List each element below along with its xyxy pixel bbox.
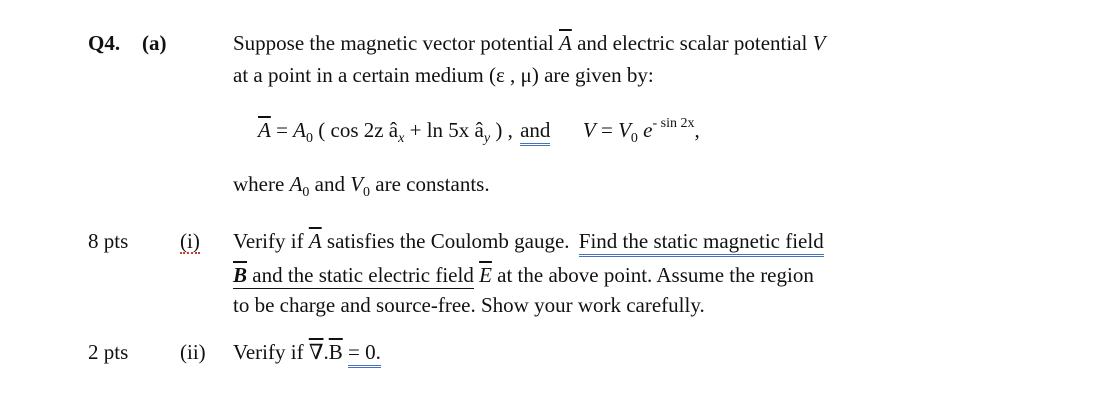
part-ii-points: 2 pts (88, 340, 129, 364)
part-i-label: (i) (180, 229, 200, 253)
eq-V-lhs: V (582, 118, 596, 142)
question-part-label: (a) (142, 31, 167, 55)
eq-cos-term: ( cos 2z â (318, 118, 399, 142)
part-ii-equals: = (348, 340, 360, 364)
scalar-potential-symbol: V (812, 31, 826, 55)
intro-text-a: Suppose the magnetic vector potential (233, 31, 554, 55)
where-tail: are constants. (375, 172, 490, 196)
part-i-line-3: to be charge and source-free. Show your work carefully. (233, 293, 705, 317)
part-ii-text: Verify if (233, 340, 304, 364)
where-V-sub: 0 (363, 185, 371, 200)
where-V: V (350, 172, 364, 196)
eq-sub-x: x (398, 131, 405, 146)
part-i-text-a: Verify if (233, 229, 304, 253)
part-ii-label: (ii) (180, 340, 206, 364)
eq-and: and (520, 118, 550, 146)
intro-text-b: and electric scalar potential (577, 31, 808, 55)
intro-line-2: at a point in a certain medium (ε , μ) are given by: (233, 63, 654, 87)
where-and: and (314, 172, 345, 196)
eq-trail: , (694, 118, 700, 142)
part-i-text-d: and the static electric field (252, 263, 474, 287)
part-i-line-1 (233, 231, 824, 252)
where-A-sub: 0 (302, 185, 310, 200)
intro-line-1 (233, 33, 825, 54)
eq-exponent: - sin 2x (652, 116, 695, 131)
eq-lhs-A: $\overline{A}$ (258, 118, 271, 142)
eq-V-coef: V (618, 118, 631, 142)
eq-V-sub: 0 (630, 131, 638, 146)
part-i-sym-B: $\overline{B}$ (233, 263, 248, 287)
where-line (233, 174, 490, 200)
vector-potential-symbol: $\overline{A}$ (559, 31, 572, 55)
part-ii-line (233, 342, 381, 363)
eq-ln-term: + ln 5x â (409, 118, 484, 142)
eq-e: e (643, 118, 653, 142)
part-ii-B: $\overline{B}$ (328, 340, 343, 364)
part-i-text-e: at the above point. Assume the region (497, 263, 814, 287)
where-text: where (233, 172, 285, 196)
part-ii-eq-zero (348, 340, 381, 368)
eq-coef-A: A (293, 118, 306, 142)
part-ii-dot: . (323, 340, 329, 364)
potential-equation (258, 117, 700, 146)
part-i-points: 8 pts (88, 229, 129, 253)
part-ii-nabla: ∇ (308, 340, 324, 364)
question-number: Q4. (88, 31, 121, 55)
eq-V-equals: = (600, 118, 613, 142)
part-i-sym-A: $\overline{A}$ (308, 229, 322, 253)
eq-sub-0: 0 (306, 131, 313, 146)
part-ii-zero: 0. (365, 340, 381, 364)
part-i-text-c: Find the static magnetic field (579, 229, 824, 257)
part-i-line-2 (233, 265, 814, 286)
where-A: A (289, 172, 303, 196)
part-i-sym-E: $\overline{E}$ (479, 263, 492, 287)
part-i-text-b: satisfies the Coulomb gauge. (326, 229, 570, 253)
eq-paren-close: ) , (495, 118, 513, 142)
eq-equals: = (276, 118, 288, 142)
part-i-line2-underlined (233, 263, 474, 289)
eq-sub-y: y (483, 131, 491, 146)
